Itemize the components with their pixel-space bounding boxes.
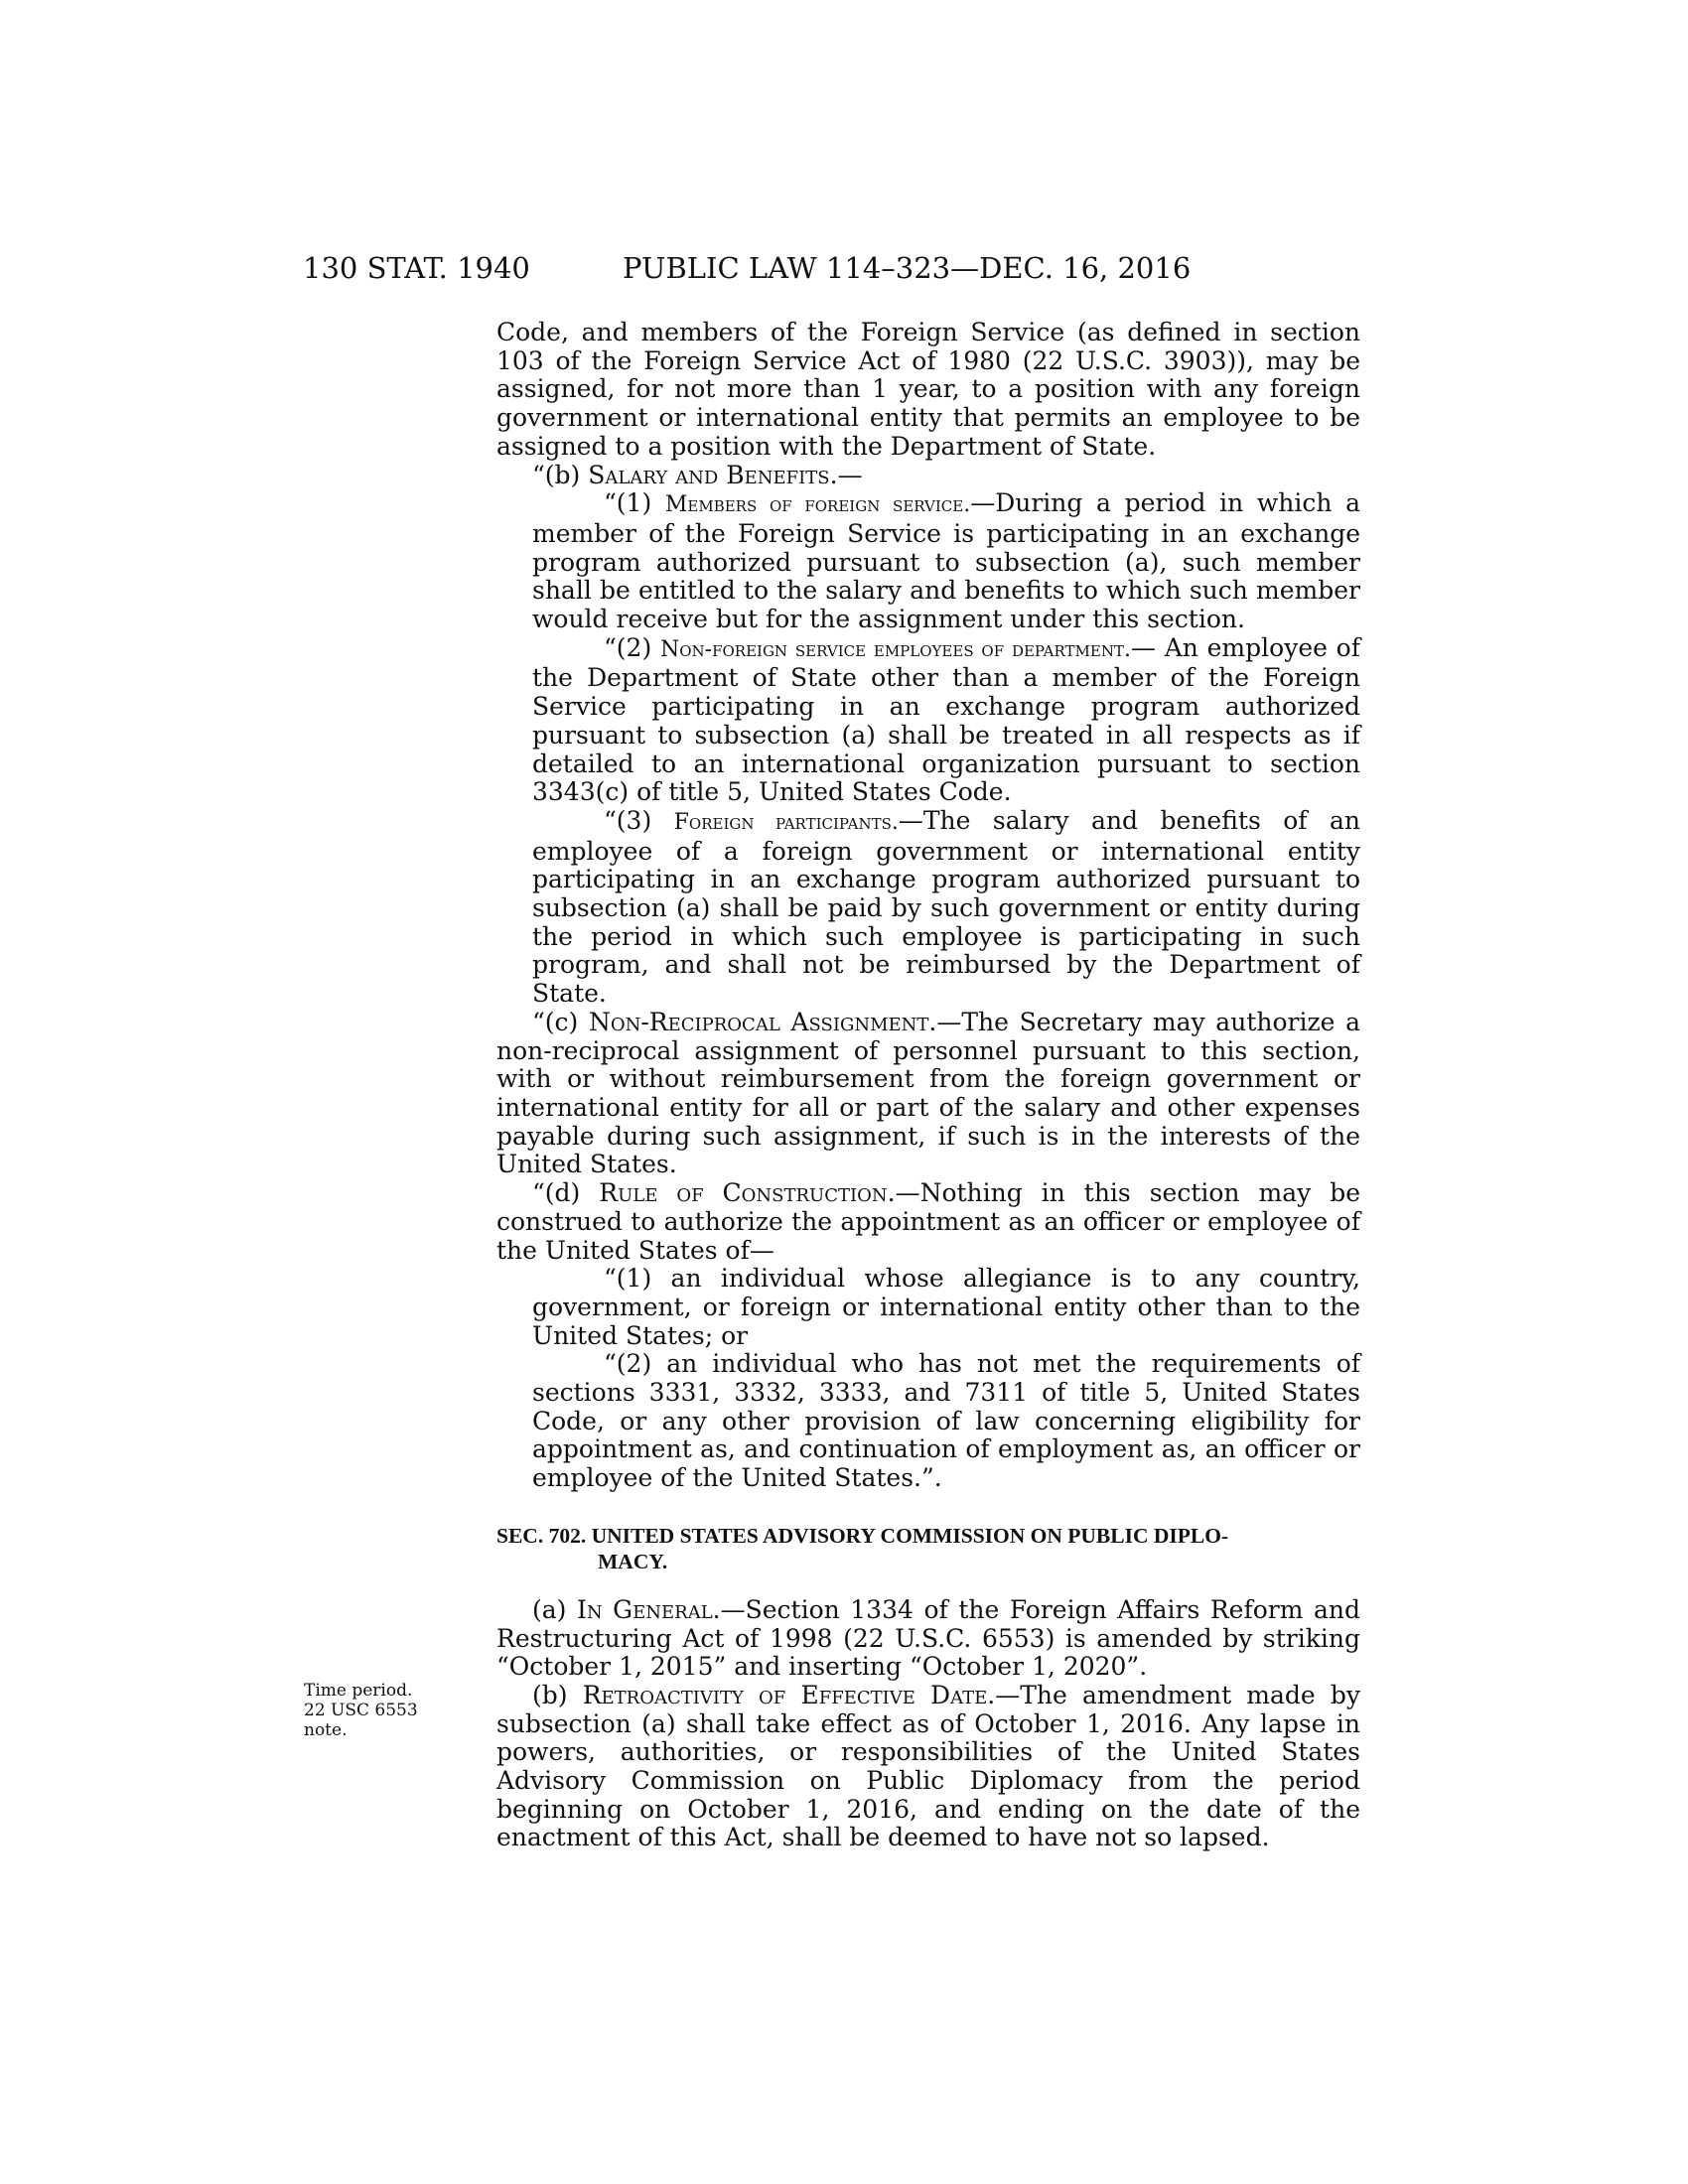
paragraph-d2: “(2) an individual who has not met the requirements of sections 3331, 3332, 3333, and 7311 of title 5, United States Code, or any other provision of law concerning eligibility for appointment as, and continuation of employment as, an officer or employee of the United States.”.: [532, 1349, 1360, 1493]
margin-note-line: Time period.: [304, 1681, 413, 1701]
margin-note: [304, 1681, 473, 1740]
margin-note-line: 22 USC 6553: [304, 1701, 418, 1720]
subsection-b: “(b) Salary and Benefits.—: [532, 460, 863, 489]
section-subsection-a: (a) In General.—Section 1334 of the Foreign Affairs Reform and Restructuring Act of 1998 (22 U.S.C. 6553) is amended by striking “October 1, 2015” and inserting “October 1, 2020”.: [496, 1594, 1360, 1682]
subsection-c: “(c) Non-Reciprocal Assignment.—The Secretary may authorize a non-reciprocal assignment of personnel pursuant to this section, with or without reimbursement from the foreign government or international entity for all or part of the salary and other expenses payable during such assignment, if such is in the interests of the United States.: [496, 1007, 1360, 1179]
paragraph-d1: “(1) an individual whose allegiance is to any country, government, or foreign or international entity other than to the United States; or: [532, 1264, 1360, 1350]
subsection-heading: In General.: [576, 1594, 721, 1624]
section-title-line2: MACY.: [598, 1549, 668, 1573]
public-law-title: PUBLIC LAW 114–323—DEC. 16, 2016: [623, 251, 1192, 285]
section-heading: [496, 1523, 1360, 1574]
paragraph-continued: Code, and members of the Foreign Service (as defined in section 103 of the Foreign Service Act of 1980 (22 U.S.C. 3903)), may be assigned, for not more than 1 year, to a position with any foreign government or international entity that permits an employee to be assigned to a position with the Department of State.: [496, 318, 1360, 461]
running-header: [0, 248, 1688, 288]
margin-note-line: note.: [304, 1720, 348, 1740]
paragraph-heading: Non-foreign service employees of department.: [659, 636, 1131, 662]
paragraph-heading: Members of foreign service.: [664, 492, 971, 518]
statute-page-number: 130 STAT. 1940: [303, 251, 530, 285]
subsection-d: “(d) Rule of Construction.—Nothing in this section may be construed to authorize the appointment as an officer or employee of the United States of—: [496, 1178, 1360, 1265]
paragraph-b1: “(1) Members of foreign service.—During a period in which a member of the Foreign Service is participating in an exchange program authorized pursuant to subsection (a), such member shall be entitled to the salary and benefits to which such member would receive but for the assignment under this section.: [532, 488, 1360, 634]
section-title-line1: SEC. 702. UNITED STATES ADVISORY COMMISSION ON PUBLIC DIPLO-: [496, 1523, 1229, 1548]
paragraph-heading: Foreign participants.: [673, 809, 899, 835]
subsection-heading: Retroactivity of Effective Date.: [582, 1680, 996, 1709]
paragraph-b2: “(2) Non-foreign service employees of department.— An employee of the Department of State other than a member of the Foreign Service participating in an exchange program authorized pursuant to subsection (a) shall be treated in all respects as if detailed to an international organization pursuant to section 3343(c) of title 5, United States Code.: [532, 632, 1360, 807]
subsection-heading: Salary and Benefits.: [588, 460, 838, 489]
section-subsection-b: (b) Retroactivity of Effective Date.—The amendment made by subsection (a) shall take effect as of October 1, 2016. Any lapse in powers, authorities, or responsibilities of the United States Advisory Commission on Public Diplomacy from the period beginning on October 1, 2016, and ending on the date of the enactment of this Act, shall be deemed to have not so lapsed.: [496, 1680, 1361, 1852]
subsection-heading: Non-Reciprocal Assignment.: [588, 1007, 937, 1036]
paragraph-b3: “(3) Foreign participants.—The salary and benefits of an employee of a foreign government or international entity participating in an exchange program authorized pursuant to subsection (a) shall be paid by such government or entity during the period in which such employee is participating in such program, and shall not be reimbursed by the Department of State.: [532, 805, 1360, 1009]
document-body: [496, 319, 1360, 1852]
subsection-heading: Rule of Construction.: [599, 1178, 896, 1208]
